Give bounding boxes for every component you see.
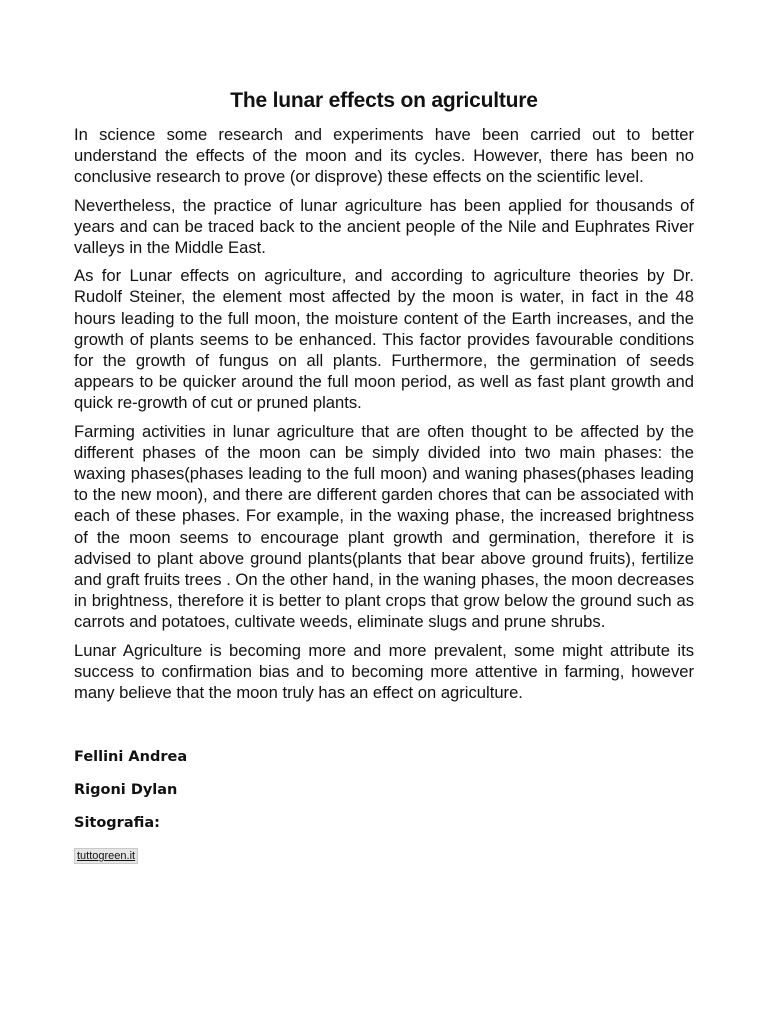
- paragraph-intro: In science some research and experiments have been carried out to better understand the effects of the moon and its cycles. However, there has been no conclusive research to prove (or disprove) these effects on the scientific level.: [74, 125, 694, 187]
- author-name: Rigoni Dylan: [74, 782, 178, 799]
- author-name: Fellini Andrea: [74, 749, 188, 766]
- source-link[interactable]: tuttogreen.it: [74, 848, 138, 864]
- paragraph-history: Nevertheless, the practice of lunar agriculture has been applied for thousands of years and can be traced back to the ancient people of the Nile and Euphrates River valleys in the Middle East.: [74, 195, 694, 258]
- document-page: [74, 86, 694, 864]
- paragraph-farming-activities: Farming activities in lunar agriculture that are often thought to be affected by the different phases of the moon can be simply divided into two main phases: the waxing phases(phases leading to the full moon) and waning phases(phases leading to the new moon), and there are different garden chores that can be associated with each of these phases. For example, in the waxing phase, the increased brightness of the moon seems to encourage plant growth and germination, therefore it is advised to plant above ground plants(plants that bear above ground fruits), fertilize and graft fruits trees . On the other hand, in the waning phases, the moon decreases in brightness, therefore it is better to plant crops that grow below the ground such as carrots and potatoes, cultivate weeds, eliminate slugs and prune shrubs.: [74, 421, 694, 632]
- paragraph-conclusion: Lunar Agriculture is becoming more and more prevalent, some might attribute its success to confirmation bias and to becoming more attentive in farming, however many believe that the moon truly has an effect on agriculture.: [74, 640, 694, 703]
- document-title: The lunar effects on agriculture: [230, 89, 538, 112]
- authors-section: [74, 747, 694, 864]
- paragraph-lunar-effects: As for Lunar effects on agriculture, and according to agriculture theories by Dr. Rudolf Steiner, the element most affected by the moon is water, in fact in the 48 hours leading to the full moon, the moisture content of the Earth increases, and the growth of plants seems to be enhanced. This factor provides favourable conditions for the growth of fungus on all plants. Furthermore, the germination of seeds appears to be quicker around the full moon period, as well as fast plant growth and quick re-growth of cut or pruned plants.: [74, 266, 694, 413]
- sources-label: Sitografia:: [74, 815, 160, 832]
